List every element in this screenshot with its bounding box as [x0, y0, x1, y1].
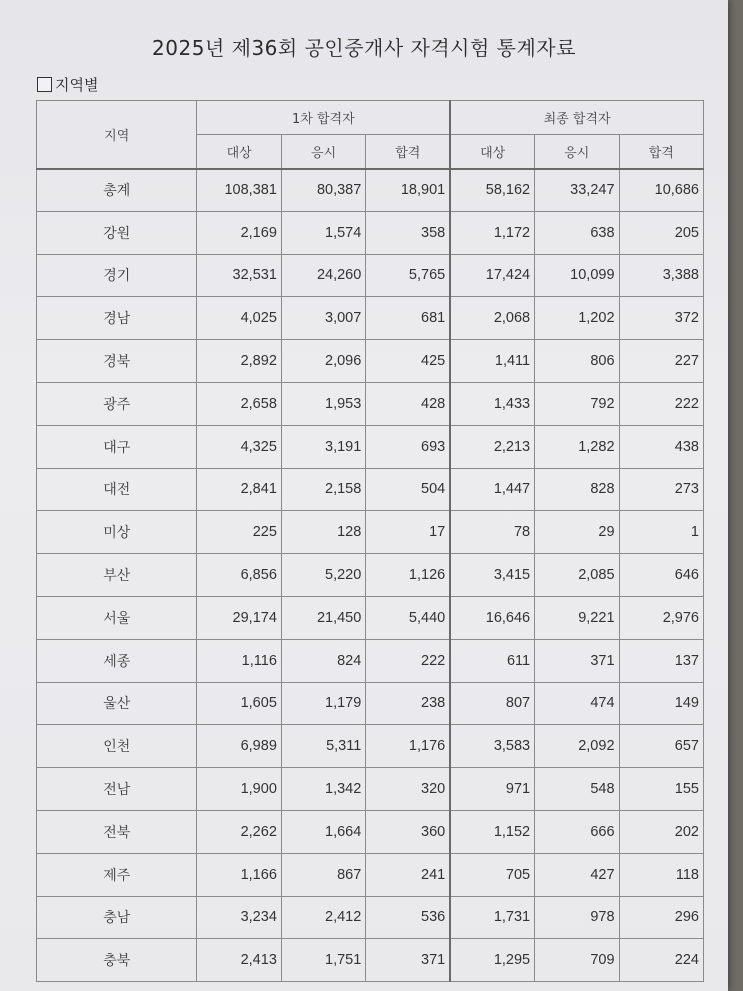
section-label: 지역별: [55, 76, 99, 94]
value-cell: 5,765: [366, 254, 450, 297]
value-cell: 128: [281, 511, 365, 554]
value-cell: 3,191: [281, 425, 365, 468]
value-cell: 646: [619, 554, 703, 597]
value-cell: 6,856: [197, 554, 281, 597]
value-cell: 807: [450, 682, 534, 725]
value-cell: 320: [366, 768, 450, 811]
value-cell: 2,169: [197, 211, 281, 254]
section-heading: [37, 74, 98, 95]
statistics-table: [36, 100, 704, 982]
table-row: [37, 896, 704, 939]
value-cell: 1,166: [197, 853, 281, 896]
region-cell: 제주: [37, 853, 197, 896]
value-cell: 241: [366, 853, 450, 896]
group-header-final-pass: 최종 합격자: [450, 101, 703, 135]
value-cell: 536: [366, 896, 450, 939]
value-cell: 1,433: [450, 382, 534, 425]
value-cell: 371: [366, 939, 450, 982]
value-cell: 2,976: [619, 596, 703, 639]
value-cell: 705: [450, 853, 534, 896]
table-row: [37, 596, 704, 639]
value-cell: 10,686: [619, 169, 703, 212]
checkbox-icon: [37, 77, 52, 92]
value-cell: 5,220: [281, 554, 365, 597]
value-cell: 1,664: [281, 810, 365, 853]
region-header: 지역: [37, 101, 197, 169]
value-cell: 202: [619, 810, 703, 853]
table-row: [37, 810, 704, 853]
value-cell: 273: [619, 468, 703, 511]
value-cell: 1,282: [535, 425, 619, 468]
value-cell: 2,096: [281, 340, 365, 383]
value-cell: 1: [619, 511, 703, 554]
table-row: [37, 939, 704, 982]
value-cell: 78: [450, 511, 534, 554]
value-cell: 2,412: [281, 896, 365, 939]
value-cell: 1,731: [450, 896, 534, 939]
column-header: 응시: [281, 135, 365, 169]
value-cell: 118: [619, 853, 703, 896]
region-cell: 경북: [37, 340, 197, 383]
column-header: 대상: [450, 135, 534, 169]
value-cell: 2,841: [197, 468, 281, 511]
value-cell: 222: [366, 639, 450, 682]
value-cell: 2,092: [535, 725, 619, 768]
value-cell: 428: [366, 382, 450, 425]
value-cell: 1,126: [366, 554, 450, 597]
value-cell: 2,213: [450, 425, 534, 468]
value-cell: 1,751: [281, 939, 365, 982]
value-cell: 824: [281, 639, 365, 682]
region-cell: 인천: [37, 725, 197, 768]
region-cell: 경남: [37, 297, 197, 340]
region-cell: 서울: [37, 596, 197, 639]
value-cell: 1,411: [450, 340, 534, 383]
region-cell: 전남: [37, 768, 197, 811]
value-cell: 1,447: [450, 468, 534, 511]
value-cell: 4,325: [197, 425, 281, 468]
value-cell: 657: [619, 725, 703, 768]
value-cell: 1,295: [450, 939, 534, 982]
value-cell: 9,221: [535, 596, 619, 639]
value-cell: 3,234: [197, 896, 281, 939]
table-row-total: [37, 169, 704, 212]
value-cell: 792: [535, 382, 619, 425]
value-cell: 205: [619, 211, 703, 254]
value-cell: 2,085: [535, 554, 619, 597]
table-row: [37, 468, 704, 511]
table-row: [37, 853, 704, 896]
value-cell: 24,260: [281, 254, 365, 297]
table-body: [37, 169, 704, 982]
value-cell: 2,158: [281, 468, 365, 511]
value-cell: 2,413: [197, 939, 281, 982]
value-cell: 108,381: [197, 169, 281, 212]
value-cell: 5,440: [366, 596, 450, 639]
value-cell: 1,202: [535, 297, 619, 340]
value-cell: 21,450: [281, 596, 365, 639]
region-cell: 울산: [37, 682, 197, 725]
value-cell: 504: [366, 468, 450, 511]
value-cell: 58,162: [450, 169, 534, 212]
region-cell: 광주: [37, 382, 197, 425]
table-row: [37, 682, 704, 725]
value-cell: 1,342: [281, 768, 365, 811]
value-cell: 5,311: [281, 725, 365, 768]
value-cell: 3,007: [281, 297, 365, 340]
table-row: [37, 297, 704, 340]
table-row: [37, 768, 704, 811]
value-cell: 222: [619, 382, 703, 425]
value-cell: 693: [366, 425, 450, 468]
value-cell: 80,387: [281, 169, 365, 212]
region-cell: 전북: [37, 810, 197, 853]
value-cell: 666: [535, 810, 619, 853]
value-cell: 18,901: [366, 169, 450, 212]
value-cell: 2,262: [197, 810, 281, 853]
value-cell: 1,179: [281, 682, 365, 725]
value-cell: 681: [366, 297, 450, 340]
value-cell: 438: [619, 425, 703, 468]
value-cell: 358: [366, 211, 450, 254]
value-cell: 225: [197, 511, 281, 554]
value-cell: 227: [619, 340, 703, 383]
region-cell: 부산: [37, 554, 197, 597]
value-cell: 149: [619, 682, 703, 725]
value-cell: 709: [535, 939, 619, 982]
value-cell: 978: [535, 896, 619, 939]
table-row: [37, 511, 704, 554]
region-cell: 충남: [37, 896, 197, 939]
value-cell: 1,953: [281, 382, 365, 425]
value-cell: 1,176: [366, 725, 450, 768]
value-cell: 1,116: [197, 639, 281, 682]
value-cell: 638: [535, 211, 619, 254]
table-row: [37, 639, 704, 682]
value-cell: 3,415: [450, 554, 534, 597]
value-cell: 33,247: [535, 169, 619, 212]
value-cell: 3,388: [619, 254, 703, 297]
value-cell: 17,424: [450, 254, 534, 297]
value-cell: 425: [366, 340, 450, 383]
value-cell: 3,583: [450, 725, 534, 768]
column-header: 응시: [535, 135, 619, 169]
value-cell: 1,605: [197, 682, 281, 725]
value-cell: 238: [366, 682, 450, 725]
value-cell: 16,646: [450, 596, 534, 639]
value-cell: 611: [450, 639, 534, 682]
column-header: 대상: [197, 135, 281, 169]
region-cell: 미상: [37, 511, 197, 554]
value-cell: 806: [535, 340, 619, 383]
value-cell: 2,892: [197, 340, 281, 383]
value-cell: 427: [535, 853, 619, 896]
value-cell: 1,152: [450, 810, 534, 853]
value-cell: 474: [535, 682, 619, 725]
value-cell: 867: [281, 853, 365, 896]
value-cell: 548: [535, 768, 619, 811]
value-cell: 29: [535, 511, 619, 554]
table-row: [37, 725, 704, 768]
region-cell: 충북: [37, 939, 197, 982]
column-header: 합격: [366, 135, 450, 169]
table-row: [37, 254, 704, 297]
value-cell: 360: [366, 810, 450, 853]
region-cell: 경기: [37, 254, 197, 297]
region-cell: 강원: [37, 211, 197, 254]
page-title: 2025년 제36회 공인중개사 자격시험 통계자료: [152, 36, 576, 60]
table-row: [37, 211, 704, 254]
value-cell: 1,172: [450, 211, 534, 254]
region-cell: 대전: [37, 468, 197, 511]
value-cell: 828: [535, 468, 619, 511]
value-cell: 971: [450, 768, 534, 811]
column-header: 합격: [619, 135, 703, 169]
value-cell: 155: [619, 768, 703, 811]
value-cell: 372: [619, 297, 703, 340]
table-row: [37, 340, 704, 383]
value-cell: 224: [619, 939, 703, 982]
region-cell: 총계: [37, 169, 197, 212]
value-cell: 371: [535, 639, 619, 682]
value-cell: 6,989: [197, 725, 281, 768]
value-cell: 32,531: [197, 254, 281, 297]
value-cell: 2,068: [450, 297, 534, 340]
value-cell: 2,658: [197, 382, 281, 425]
value-cell: 137: [619, 639, 703, 682]
value-cell: 10,099: [535, 254, 619, 297]
table-row: [37, 554, 704, 597]
value-cell: 296: [619, 896, 703, 939]
group-header-first-pass: 1차 합격자: [197, 101, 450, 135]
table-row: [37, 425, 704, 468]
value-cell: 4,025: [197, 297, 281, 340]
value-cell: 1,900: [197, 768, 281, 811]
value-cell: 17: [366, 511, 450, 554]
table-row: [37, 382, 704, 425]
value-cell: 1,574: [281, 211, 365, 254]
region-cell: 대구: [37, 425, 197, 468]
region-cell: 세종: [37, 639, 197, 682]
value-cell: 29,174: [197, 596, 281, 639]
